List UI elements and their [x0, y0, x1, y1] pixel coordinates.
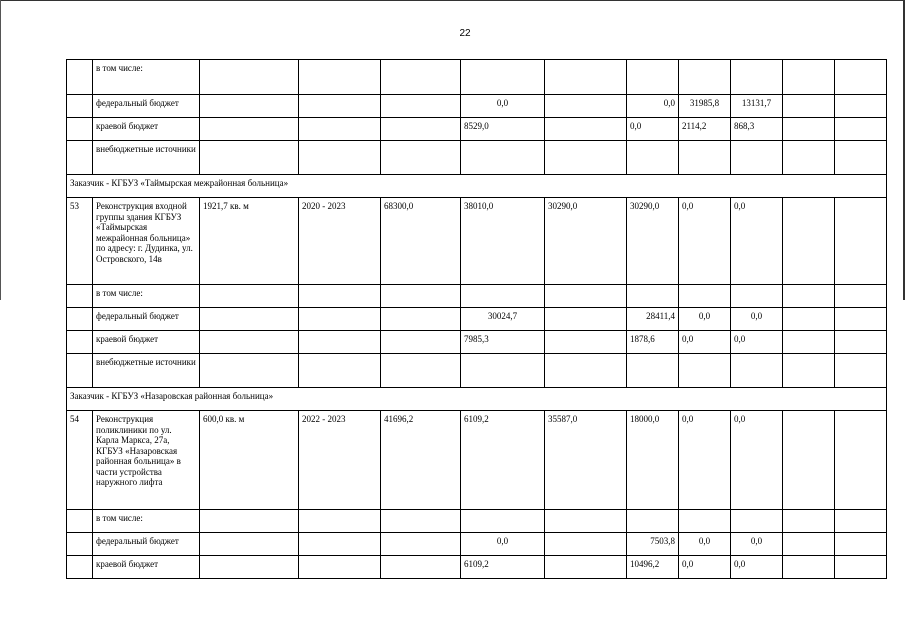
table-cell	[545, 556, 627, 579]
table-cell	[835, 533, 887, 556]
table-cell: 0,0	[679, 556, 731, 579]
table-cell	[381, 60, 461, 95]
table-cell: 2020 - 2023	[299, 198, 381, 285]
table-row	[67, 556, 887, 579]
table-cell: 2022 - 2023	[299, 411, 381, 510]
table-cell	[835, 331, 887, 354]
table-row	[67, 411, 887, 510]
table-cell: 31985,8	[679, 95, 731, 118]
table-cell	[627, 60, 679, 95]
table-cell	[299, 118, 381, 141]
table-cell	[299, 60, 381, 95]
table-cell	[783, 308, 835, 331]
group-header-row	[67, 175, 887, 198]
table-cell: 6109,2	[461, 411, 545, 510]
table-cell	[381, 118, 461, 141]
table-cell	[299, 141, 381, 175]
table-cell: 0,0	[627, 95, 679, 118]
table-cell	[299, 510, 381, 533]
table-cell	[67, 285, 93, 308]
table-cell	[835, 60, 887, 95]
table-cell	[299, 533, 381, 556]
table-cell	[200, 556, 299, 579]
table-cell: 35587,0	[545, 411, 627, 510]
table-cell: 1921,7 кв. м	[200, 198, 299, 285]
page-number: 22	[459, 28, 471, 39]
table-cell	[381, 354, 461, 388]
table-cell: 2114,2	[679, 118, 731, 141]
table-cell	[627, 354, 679, 388]
table-cell	[627, 510, 679, 533]
table-cell	[381, 533, 461, 556]
table-cell: 0,0	[731, 198, 783, 285]
table-cell: 10496,2	[627, 556, 679, 579]
table-cell	[835, 556, 887, 579]
table-cell	[299, 354, 381, 388]
table-cell	[679, 285, 731, 308]
table-cell: 68300,0	[381, 198, 461, 285]
table-cell: 30290,0	[545, 198, 627, 285]
table-cell	[545, 308, 627, 331]
table-cell: федеральный бюджет	[93, 308, 200, 331]
table-cell: внебюджетные источники	[93, 141, 200, 175]
table-cell	[200, 118, 299, 141]
group-header-cell: Заказчик - КГБУЗ «Назаровская районная больница»	[67, 388, 887, 411]
table-cell: 0,0	[679, 331, 731, 354]
table-cell: 868,3	[731, 118, 783, 141]
table-cell	[627, 285, 679, 308]
table-cell	[200, 331, 299, 354]
table-cell	[627, 141, 679, 175]
table-cell	[783, 118, 835, 141]
table-cell	[731, 510, 783, 533]
table-cell	[783, 510, 835, 533]
table-cell	[461, 285, 545, 308]
table-cell: краевой бюджет	[93, 331, 200, 354]
table-cell: 6109,2	[461, 556, 545, 579]
table-cell: 30024,7	[461, 308, 545, 331]
table-cell	[299, 285, 381, 308]
scan-top-edge	[0, 0, 905, 1]
table-cell: 0,0	[731, 533, 783, 556]
table-row	[67, 354, 887, 388]
table-cell: 54	[67, 411, 93, 510]
table-cell: 30290,0	[627, 198, 679, 285]
table-cell	[545, 510, 627, 533]
table-cell	[545, 533, 627, 556]
table-cell: 13131,7	[731, 95, 783, 118]
table-row	[67, 118, 887, 141]
table-row	[67, 510, 887, 533]
budget-table	[66, 59, 887, 579]
table-cell	[381, 331, 461, 354]
table-cell	[731, 285, 783, 308]
table-cell	[679, 354, 731, 388]
table-cell	[381, 141, 461, 175]
table-cell: 7985,3	[461, 331, 545, 354]
table-cell: 18000,0	[627, 411, 679, 510]
table-cell	[67, 331, 93, 354]
table-cell: 1878,6	[627, 331, 679, 354]
table-cell	[67, 354, 93, 388]
table-cell: 0,0	[627, 118, 679, 141]
table-cell: 0,0	[731, 411, 783, 510]
table-cell: 0,0	[679, 411, 731, 510]
table-row	[67, 141, 887, 175]
table-cell	[835, 510, 887, 533]
table-cell: федеральный бюджет	[93, 533, 200, 556]
table-cell: 0,0	[731, 556, 783, 579]
table-cell: 0,0	[461, 95, 545, 118]
table-cell	[835, 411, 887, 510]
table-cell: 7503,8	[627, 533, 679, 556]
table-cell	[545, 60, 627, 95]
table-cell	[67, 533, 93, 556]
table-cell	[200, 308, 299, 331]
table-cell	[299, 308, 381, 331]
table-cell: в том числе:	[93, 510, 200, 533]
table-cell	[299, 331, 381, 354]
table-cell: 41696,2	[381, 411, 461, 510]
group-header-row	[67, 388, 887, 411]
table-cell: Реконструкция входной группы здания КГБУЗ «Таймырская межрайонная больница» по адресу: г. Дудинка, ул. Островского, 14в	[93, 198, 200, 285]
table-cell	[783, 285, 835, 308]
table-cell	[200, 60, 299, 95]
table-cell	[67, 308, 93, 331]
table-body	[67, 60, 887, 579]
table-cell	[545, 285, 627, 308]
table-row	[67, 308, 887, 331]
table-cell: федеральный бюджет	[93, 95, 200, 118]
table-cell	[731, 354, 783, 388]
table-cell: краевой бюджет	[93, 556, 200, 579]
table-cell	[731, 60, 783, 95]
table-cell	[299, 95, 381, 118]
table-cell	[545, 331, 627, 354]
table-cell	[835, 141, 887, 175]
table-cell	[835, 95, 887, 118]
table-cell	[381, 285, 461, 308]
table-cell	[545, 118, 627, 141]
table-cell	[200, 354, 299, 388]
table-cell	[783, 60, 835, 95]
table-cell	[461, 354, 545, 388]
table-row	[67, 60, 887, 95]
table-row	[67, 198, 887, 285]
table-cell	[67, 556, 93, 579]
table-cell	[461, 141, 545, 175]
table-cell	[679, 60, 731, 95]
table-cell	[783, 331, 835, 354]
table-cell	[200, 510, 299, 533]
table-row	[67, 285, 887, 308]
table-cell	[835, 308, 887, 331]
table-cell	[200, 285, 299, 308]
table-cell	[679, 141, 731, 175]
table-cell: 0,0	[461, 533, 545, 556]
table-cell	[67, 60, 93, 95]
table-row	[67, 533, 887, 556]
table-cell	[679, 510, 731, 533]
table-cell: в том числе:	[93, 285, 200, 308]
table-cell: Реконструкция поликлиники по ул. Карла Маркса, 27а, КГБУЗ «Назаровская районная больница» в части устройства наружного лифта	[93, 411, 200, 510]
table-row	[67, 95, 887, 118]
table-cell	[461, 60, 545, 95]
table-cell	[783, 533, 835, 556]
table-cell	[67, 510, 93, 533]
table-cell: 0,0	[679, 308, 731, 331]
group-header-cell: Заказчик - КГБУЗ «Таймырская межрайонная больница»	[67, 175, 887, 198]
table-cell	[835, 118, 887, 141]
table-cell	[783, 95, 835, 118]
table-cell: 28411,4	[627, 308, 679, 331]
table-row	[67, 331, 887, 354]
table-cell	[783, 354, 835, 388]
table-cell	[545, 354, 627, 388]
table-cell	[783, 411, 835, 510]
table-cell	[67, 95, 93, 118]
table-cell	[835, 285, 887, 308]
table-cell	[461, 510, 545, 533]
table-cell	[783, 556, 835, 579]
table-cell	[835, 354, 887, 388]
table-cell	[545, 95, 627, 118]
table-cell	[381, 510, 461, 533]
table-cell	[835, 198, 887, 285]
table-cell	[381, 308, 461, 331]
table-cell	[200, 141, 299, 175]
table-cell: 0,0	[731, 331, 783, 354]
table-cell	[783, 141, 835, 175]
table-cell	[783, 198, 835, 285]
table-cell: 0,0	[679, 533, 731, 556]
table-cell: в том числе:	[93, 60, 200, 95]
table-cell	[200, 95, 299, 118]
table-cell	[299, 556, 381, 579]
table-cell: 0,0	[679, 198, 731, 285]
table-cell: 600,0 кв. м	[200, 411, 299, 510]
table-cell: 53	[67, 198, 93, 285]
table-cell	[67, 118, 93, 141]
table-cell: внебюджетные источники	[93, 354, 200, 388]
table-cell: 8529,0	[461, 118, 545, 141]
table-cell: 38010,0	[461, 198, 545, 285]
table-cell: 0,0	[731, 308, 783, 331]
table-cell	[731, 141, 783, 175]
table-cell: краевой бюджет	[93, 118, 200, 141]
table-cell	[381, 556, 461, 579]
scan-left-edge	[0, 0, 1, 300]
table-cell	[67, 141, 93, 175]
table-cell	[381, 95, 461, 118]
table-cell	[545, 141, 627, 175]
table-cell	[200, 533, 299, 556]
